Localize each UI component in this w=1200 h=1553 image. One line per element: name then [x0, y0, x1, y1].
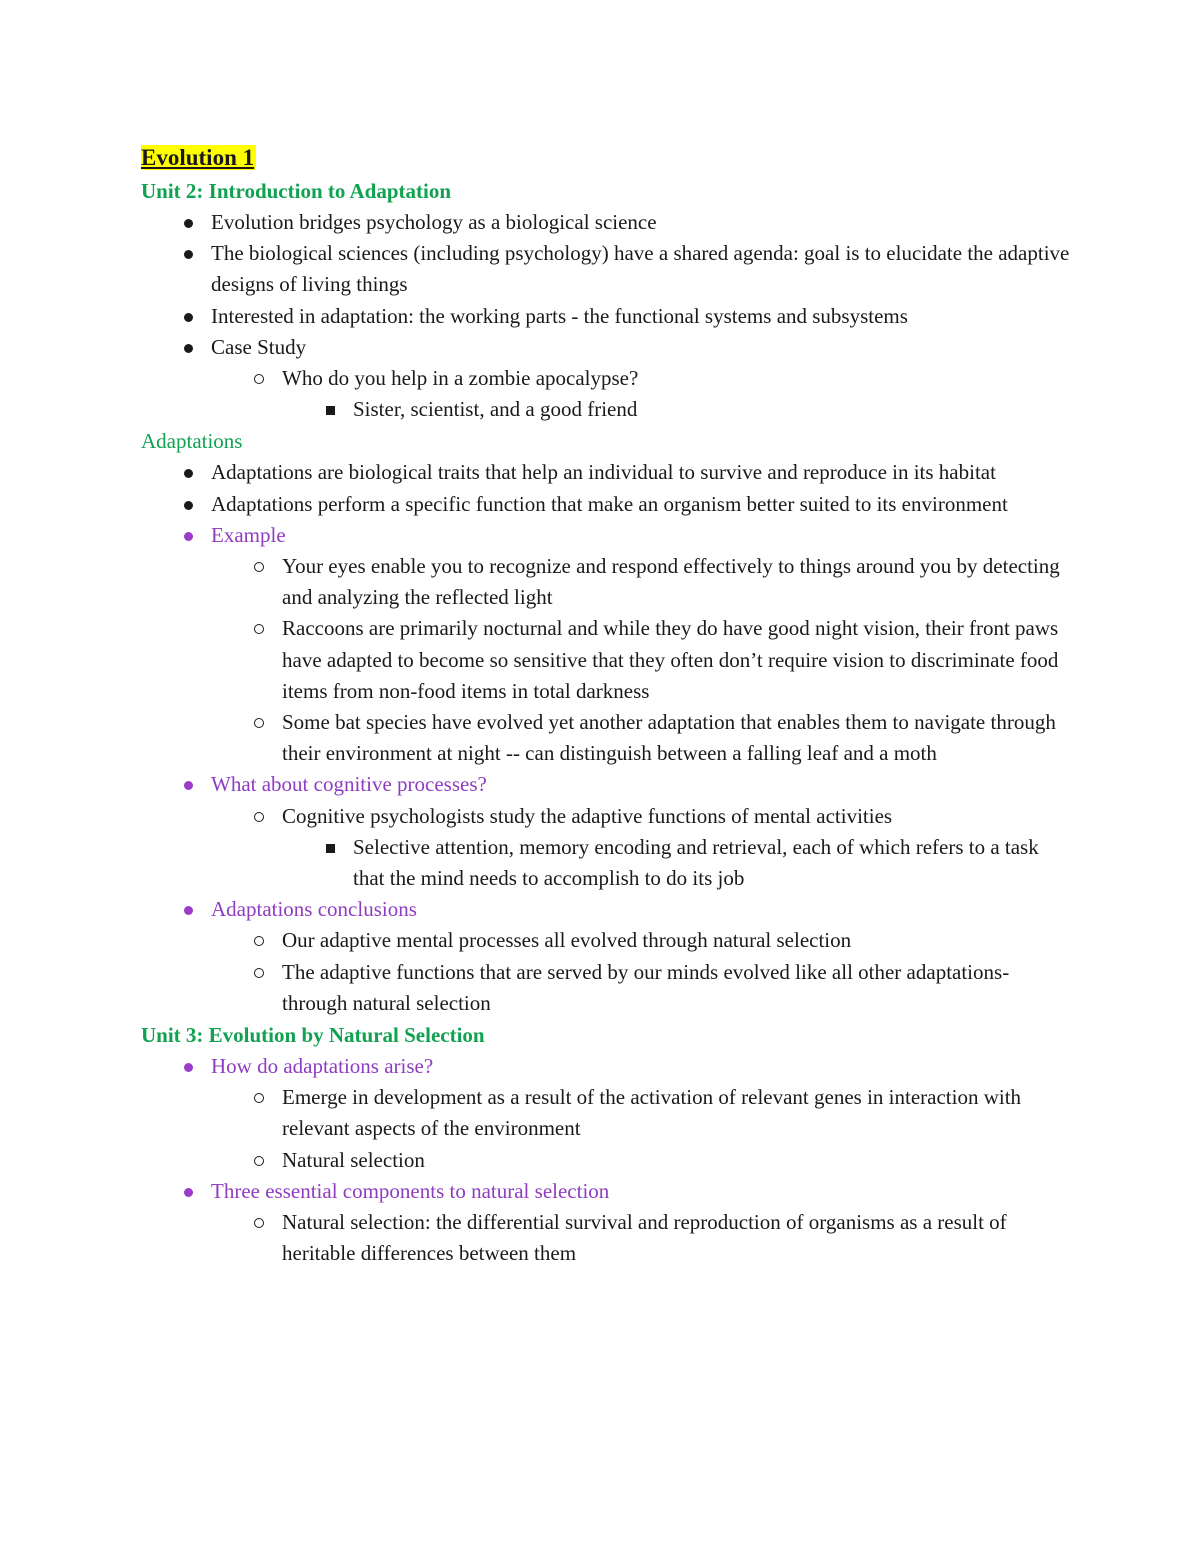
bullet-icon — [178, 457, 198, 489]
list-item: The adaptive functions that are served by our minds evolved like all other adaptations- through natural selection — [282, 957, 1071, 1019]
list-item: Our adaptive mental processes all evolved through natural selection — [282, 925, 1071, 956]
list-item: Sister, scientist, and a good friend — [353, 394, 1071, 425]
unit3-list — [141, 1051, 1071, 1269]
example-subheading: Example — [211, 520, 1071, 551]
list-item: Raccoons are primarily nocturnal and while they do have good night vision, their front paws have adapted to become so sensitive that they often don’t require vision to discriminate food items from non-food items in total darkness — [282, 613, 1071, 707]
list-item: Interested in adaptation: the working parts - the functional systems and subsystems — [211, 301, 1071, 332]
unit2-list — [141, 207, 1071, 425]
bullet-icon — [178, 332, 198, 364]
bullet-icon — [178, 894, 198, 926]
hollow-bullet-icon — [249, 957, 269, 989]
list-item: Who do you help in a zombie apocalypse? — [282, 363, 1071, 394]
cognitive-subheading: What about cognitive processes? — [211, 769, 1071, 800]
list-item: The biological sciences (including psychology) have a shared agenda: goal is to elucidate the adaptive designs of living things — [211, 238, 1071, 300]
list-item: Some bat species have evolved yet another adaptation that enables them to navigate through their environment at night -- can distinguish between a falling leaf and a moth — [282, 707, 1071, 769]
hollow-bullet-icon — [249, 925, 269, 957]
list-item: Natural selection: the differential survival and reproduction of organisms as a result of heritable differences between them — [282, 1207, 1071, 1269]
document-body — [141, 141, 1071, 1270]
square-bullet-icon — [320, 394, 340, 426]
list-item: Selective attention, memory encoding and retrieval, each of which refers to a task that the mind needs to accomplish to do its job — [353, 832, 1071, 894]
document-title-row — [141, 141, 1071, 175]
list-item: Emerge in development as a result of the activation of relevant genes in interaction with relevant aspects of the environment — [282, 1082, 1071, 1144]
document-title: Evolution 1 — [141, 145, 255, 170]
square-bullet-icon — [320, 832, 340, 864]
hollow-bullet-icon — [249, 363, 269, 395]
arise-subheading: How do adaptations arise? — [211, 1051, 1071, 1082]
unit3-heading: Unit 3: Evolution by Natural Selection — [141, 1023, 485, 1048]
bullet-icon — [178, 1051, 198, 1083]
unit2-heading: Unit 2: Introduction to Adaptation — [141, 179, 451, 203]
conclusions-subheading: Adaptations conclusions — [211, 894, 1071, 925]
hollow-bullet-icon — [249, 613, 269, 645]
hollow-bullet-icon — [249, 707, 269, 739]
bullet-icon — [178, 238, 198, 270]
hollow-bullet-icon — [249, 1145, 269, 1177]
bullet-icon — [178, 207, 198, 239]
hollow-bullet-icon — [249, 551, 269, 583]
bullet-icon — [178, 301, 198, 333]
bullet-icon — [178, 520, 198, 552]
list-item: Adaptations perform a specific function that make an organism better suited to its environment — [211, 489, 1071, 520]
list-item: Cognitive psychologists study the adaptive functions of mental activities — [282, 801, 1071, 832]
hollow-bullet-icon — [249, 1207, 269, 1239]
list-item: Natural selection — [282, 1145, 1071, 1176]
adaptations-heading: Adaptations — [141, 429, 243, 454]
bullet-icon — [178, 1176, 198, 1208]
adaptations-list — [141, 457, 1071, 1019]
bullet-icon — [178, 489, 198, 521]
hollow-bullet-icon — [249, 1082, 269, 1114]
list-item: Adaptations are biological traits that help an individual to survive and reproduce in its habitat — [211, 457, 1071, 488]
list-item: Evolution bridges psychology as a biological science — [211, 207, 1071, 238]
three-components-subheading: Three essential components to natural selection — [211, 1176, 1071, 1207]
hollow-bullet-icon — [249, 801, 269, 833]
list-item: Your eyes enable you to recognize and respond effectively to things around you by detecting and analyzing the reflected light — [282, 551, 1071, 613]
bullet-icon — [178, 769, 198, 801]
list-item: Case Study — [211, 332, 1071, 363]
